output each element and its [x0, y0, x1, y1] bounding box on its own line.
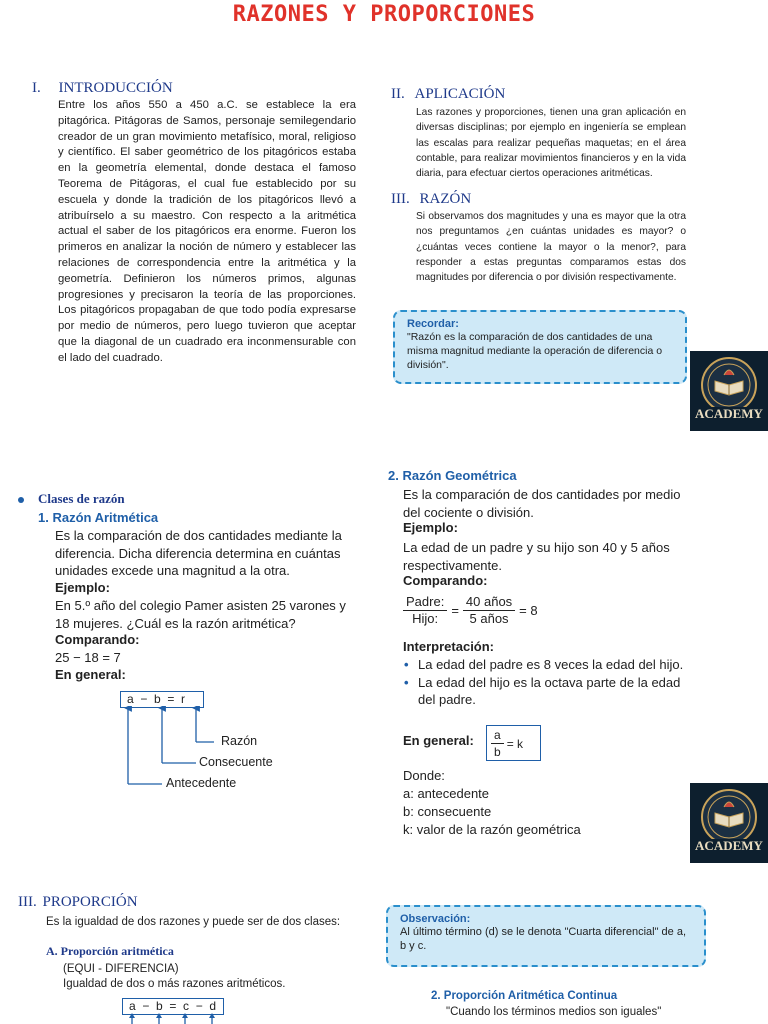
gen-numerator: a	[491, 727, 504, 744]
label-antecedente: Antecedente	[166, 776, 237, 790]
razon-heading	[391, 191, 471, 208]
proporcion-number: III.	[18, 894, 37, 910]
interpretacion-label: Interpretación:	[403, 639, 495, 654]
frac2-numerator: 40 años	[463, 594, 515, 611]
donde-label: Donde:	[403, 768, 445, 783]
aritmetica-ejemplo-label: Ejemplo:	[55, 580, 110, 595]
clases-heading: Clases de razón	[38, 491, 125, 506]
academy-logo	[690, 351, 768, 431]
aritmetica-text: Es la comparación de dos cantidades mediante la diferencia. Dicha diferencia determina en cuántas unidades excede una magnitud a la otra.	[55, 528, 342, 578]
gen-denominator: b	[494, 745, 501, 759]
donde-item-b: b: consecuente	[403, 804, 492, 819]
aritmetica-general-label: En general:	[55, 667, 126, 682]
intro-paragraph: Entre los años 550 a 450 a.C. se establece la era pitagórica. Pitágoras de Samos, personaje semilegendario creador de un gran movimiento metafísico, moral, religioso y científico. El saber geométrico de los pitagóricos estaba en la geometría elemental, donde destaca el famoso Teorema de Pitágoras, el cual fue establecido por su escuela y donde la tradición de los pitagóricos llevó a atribuírselo a su maestro. Con respecto a la aritmética actual el saber de los pitagóricos era enorme. Fueron los primeros en analizar la noción de número y establecer las relaciones de correspondencia entre la aritmética y la geometría. Definieron los números primos, algunas progresiones y precisaron la teoría de las proporciones. Los pitagóricos propagaban de que todo podía expresarse por medio de números, pero luego tuvieron que aceptar que la diagonal de un cuadrado era inconmensurable con el lado del cuadrado.	[58, 99, 356, 364]
geometrica-fraction: Padre: Hijo: = 40 años 5 años = 8	[403, 594, 538, 627]
intro-heading-text: INTRODUCCIÓN	[58, 80, 173, 96]
donde-item-k: k: valor de la razón geométrica	[403, 822, 581, 837]
razon-paragraph: Si observamos dos magnitudes y una es mayor que la otra nos preguntamos ¿en cuántas unidades es mayor? o ¿cuántas veces contiene la mayor o la menor?, para responder a estas preguntas comparamos estas dos magnitudes por diferencia o por división respectivamente.	[416, 211, 686, 284]
frac-result: = 8	[519, 603, 538, 618]
proporcion-heading	[18, 894, 138, 911]
continua-heading: 2. Proporción Aritmética Continua	[431, 990, 618, 1002]
aritmetica-heading: 1. Razón Aritmética	[38, 510, 159, 525]
geometrica-ejemplo-text: La edad de un padre y su hijo son 40 y 5 años respectivamente.	[403, 540, 670, 573]
geometrica-comparando-label: Comparando:	[403, 573, 488, 588]
clases-bullet	[18, 497, 24, 503]
page-title: RAZONES Y PROPORCIONES	[232, 2, 536, 27]
geometrica-text: Es la comparación de dos cantidades por medio del cociente o división.	[403, 487, 681, 520]
geometrica-heading: 2. Razón Geométrica	[388, 468, 517, 483]
geometrica-ejemplo-label: Ejemplo:	[403, 520, 458, 535]
aplicacion-number: II.	[391, 86, 405, 102]
frac1-denominator: Hijo:	[412, 611, 439, 626]
geometrica-general-label: En general:	[403, 733, 474, 748]
logo-text: ACADEMY	[695, 838, 763, 853]
frac2-denominator: 5 años	[469, 611, 509, 626]
label-razon: Razón	[221, 734, 258, 748]
proporcion-a-text: Igualdad de dos o más razones aritméticos.	[63, 978, 286, 990]
observacion-callout	[386, 905, 706, 967]
gen-result: = k	[506, 736, 524, 751]
academy-logo	[690, 783, 768, 863]
proporcion-a-heading: A. Proporción aritmética	[46, 944, 174, 958]
recordar-callout	[393, 310, 687, 384]
list-item: • La edad del hijo es la octava parte de la edad del padre.	[400, 674, 698, 709]
aritmetica-ejemplo-text: En 5.º año del colegio Pamer asisten 25 varones y 18 mujeres. ¿Cuál es la razón aritmética?	[55, 598, 346, 631]
geometrica-general-box	[486, 725, 541, 761]
academy-emblem-icon	[690, 783, 768, 863]
observacion-text: Al último término (d) se le denota "Cuarta diferencial" de a, b y c.	[400, 926, 687, 952]
aplicacion-heading-text: APLICACIÓN	[414, 86, 506, 102]
academy-emblem-icon	[690, 351, 768, 431]
intro-heading	[32, 80, 173, 97]
intro-number: I.	[32, 80, 41, 96]
label-consecuente: Consecuente	[199, 755, 273, 769]
proporcion-arrows	[122, 1013, 232, 1024]
continua-text: "Cuando los términos medios son iguales"	[446, 1006, 662, 1018]
aplicacion-paragraph: Las razones y proporciones, tienen una gran aplicación en diversas disciplinas; por ejemplo en ingeniería se emplean las escalas para realizar pequeñas maquetas; en el área contable, para realizar movimientos financieros y en la vida diaria, para efectuar ciertos operaciones aritméticas.	[416, 107, 686, 180]
list-item: • La edad del padre es 8 veces la edad del hijo.	[400, 656, 698, 674]
proporcion-a-sub: (EQUI - DIFERENCIA)	[63, 963, 179, 975]
observacion-title: Observación:	[400, 913, 471, 925]
proporcion-text: Es la igualdad de dos razones y puede ser de dos clases:	[46, 916, 341, 928]
aritmetica-comparando-label: Comparando:	[55, 632, 140, 647]
aritmetica-formula: a − b = r	[120, 691, 204, 708]
razon-number: III.	[391, 191, 410, 207]
recordar-text: "Razón es la comparación de dos cantidades de una misma magnitud mediante la operación de diferencia o división".	[407, 331, 663, 371]
logo-text: ACADEMY	[695, 406, 763, 421]
interpretacion-list	[400, 656, 698, 709]
proporcion-heading-text: PROPORCIÓN	[42, 894, 138, 910]
aritmetica-comparando-expr: 25 − 18 = 7	[55, 650, 121, 665]
donde-item-a: a: antecedente	[403, 786, 490, 801]
frac1-numerator: Padre:	[403, 594, 447, 611]
proporcion-formula: a − b = c − d	[122, 998, 224, 1015]
aplicacion-heading	[391, 86, 505, 103]
razon-heading-text: RAZÓN	[419, 191, 472, 207]
recordar-title: Recordar:	[407, 318, 459, 330]
